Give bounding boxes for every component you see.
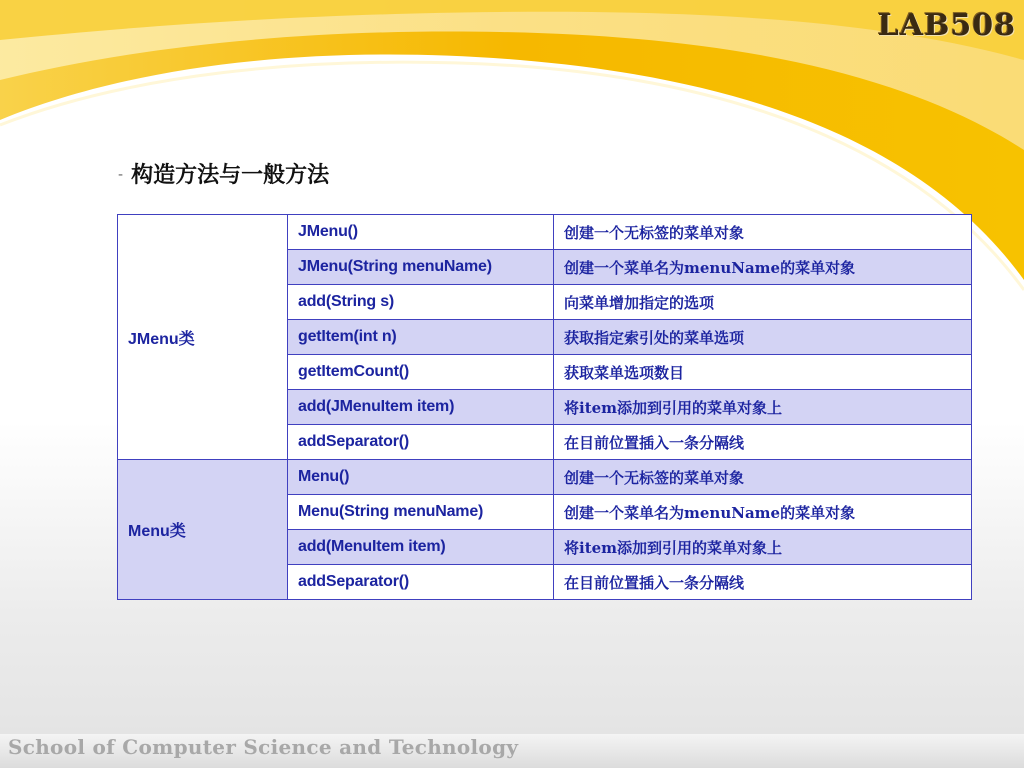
desc-cell: 将item添加到引用的菜单对象上: [554, 390, 972, 425]
desc-cell: 创建一个菜单名为menuName的菜单对象: [554, 250, 972, 285]
desc-cell: 将item添加到引用的菜单对象上: [554, 530, 972, 565]
desc-cell: 向菜单增加指定的选项: [554, 285, 972, 320]
method-cell: add(String s): [288, 285, 554, 320]
methods-table: [117, 214, 972, 600]
method-cell: add(JMenuItem item): [288, 390, 554, 425]
bullet-marker: -: [118, 167, 124, 183]
method-cell: getItem(int n): [288, 320, 554, 355]
footer-text: School of Computer Science and Technology: [8, 735, 519, 759]
heading-text: 构造方法与一般方法: [131, 163, 330, 188]
method-cell: JMenu(): [288, 215, 554, 250]
class-cell-menu: Menu类: [118, 460, 288, 600]
desc-cell: 在目前位置插入一条分隔线: [554, 425, 972, 460]
desc-cell: 创建一个菜单名为menuName的菜单对象: [554, 495, 972, 530]
desc-cell: 创建一个无标签的菜单对象: [554, 215, 972, 250]
method-cell: add(MenuItem item): [288, 530, 554, 565]
method-cell: Menu(String menuName): [288, 495, 554, 530]
section-heading: [118, 158, 329, 189]
desc-cell: 获取菜单选项数目: [554, 355, 972, 390]
method-cell: addSeparator(): [288, 425, 554, 460]
desc-cell: 创建一个无标签的菜单对象: [554, 460, 972, 495]
method-cell: JMenu(String menuName): [288, 250, 554, 285]
desc-cell: 获取指定索引处的菜单选项: [554, 320, 972, 355]
method-cell: Menu(): [288, 460, 554, 495]
table-row: [118, 215, 972, 250]
table-row: [118, 460, 972, 495]
method-cell: getItemCount(): [288, 355, 554, 390]
method-cell: addSeparator(): [288, 565, 554, 600]
class-cell-jmenu: JMenu类: [118, 215, 288, 460]
desc-cell: 在目前位置插入一条分隔线: [554, 565, 972, 600]
lab-logo: LAB508: [877, 8, 1016, 43]
